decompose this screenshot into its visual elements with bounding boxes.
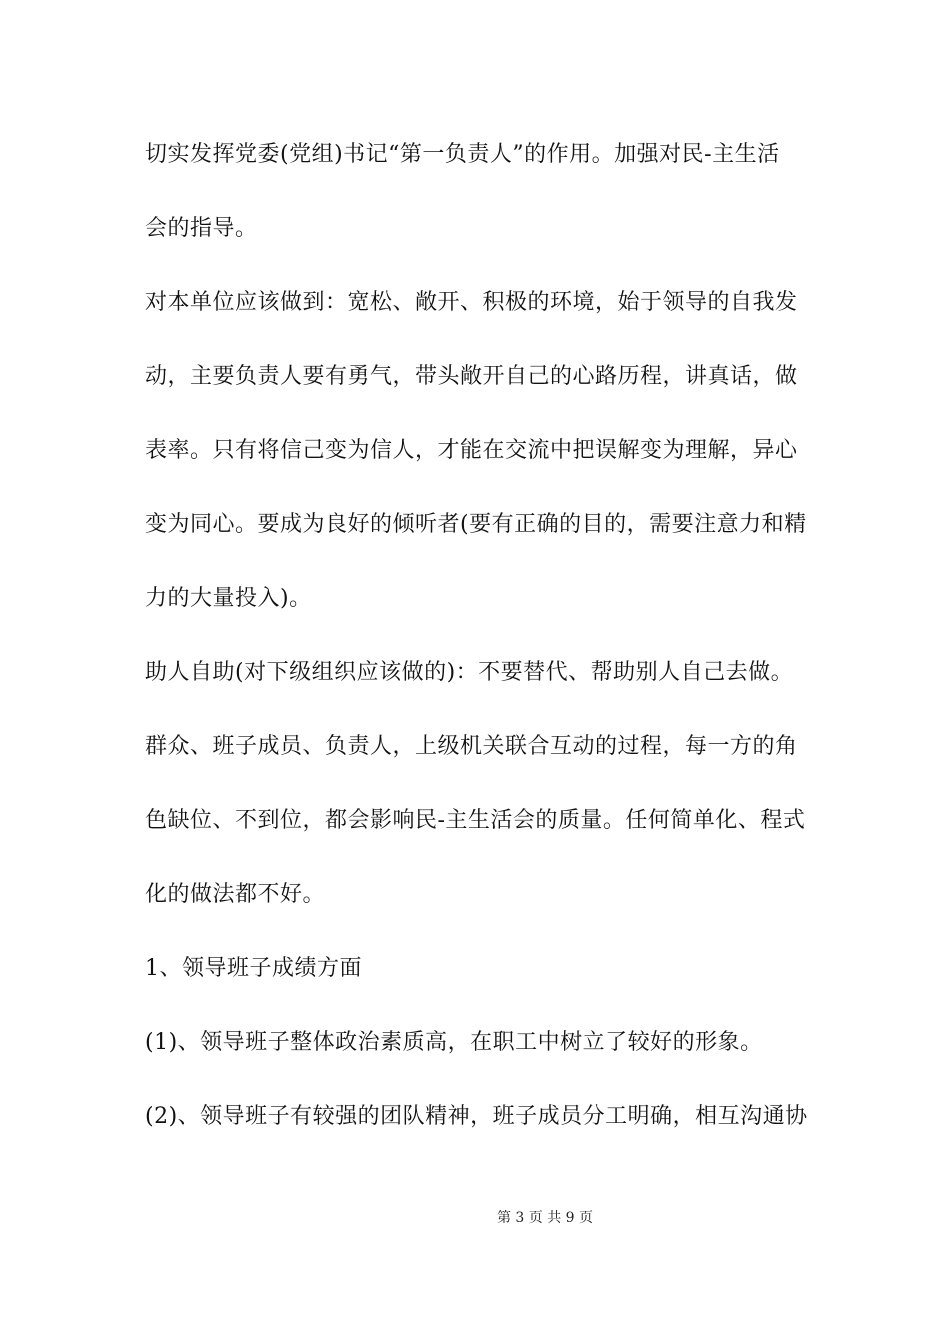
text-line: 变为同心。要成为良好的倾听者(要有正确的目的，需要注意力和精 [145, 512, 807, 537]
text-line: 助人自助(对下级组织应该做的)：不要替代、帮助别人自己去做。 [145, 660, 794, 685]
text-line: 表率。只有将信己变为信人，才能在交流中把误解变为理解，异心 [145, 438, 798, 463]
text-line: 群众、班子成员、负责人，上级机关联合互动的过程，每一方的角 [145, 734, 798, 759]
text-line: 化的做法都不好。 [145, 882, 326, 907]
list-item: (2)、领导班子有较强的团队精神，班子成员分工明确，相互沟通协 [145, 1104, 808, 1129]
text-line: 切实发挥党委(党组)书记“第一负责人”的作用。加强对民-主生活 [145, 142, 780, 167]
text-line: 色缺位、不到位，都会影响民-主生活会的质量。任何简单化、程式 [145, 808, 806, 833]
text-line: 对本单位应该做到：宽松、敞开、积极的环境，始于领导的自我发 [145, 290, 798, 315]
text-line: 动，主要负责人要有勇气，带头敞开自己的心路历程，讲真话，做 [145, 364, 798, 389]
text-line: 力的大量投入)。 [145, 586, 312, 611]
page-number: 第 3 页 共 9 页 [496, 1210, 594, 1226]
list-item: (1)、领导班子整体政治素质高，在职工中树立了较好的形象。 [145, 1030, 763, 1055]
text-line: 会的指导。 [145, 216, 258, 241]
section-heading: 1、领导班子成绩方面 [145, 956, 362, 981]
